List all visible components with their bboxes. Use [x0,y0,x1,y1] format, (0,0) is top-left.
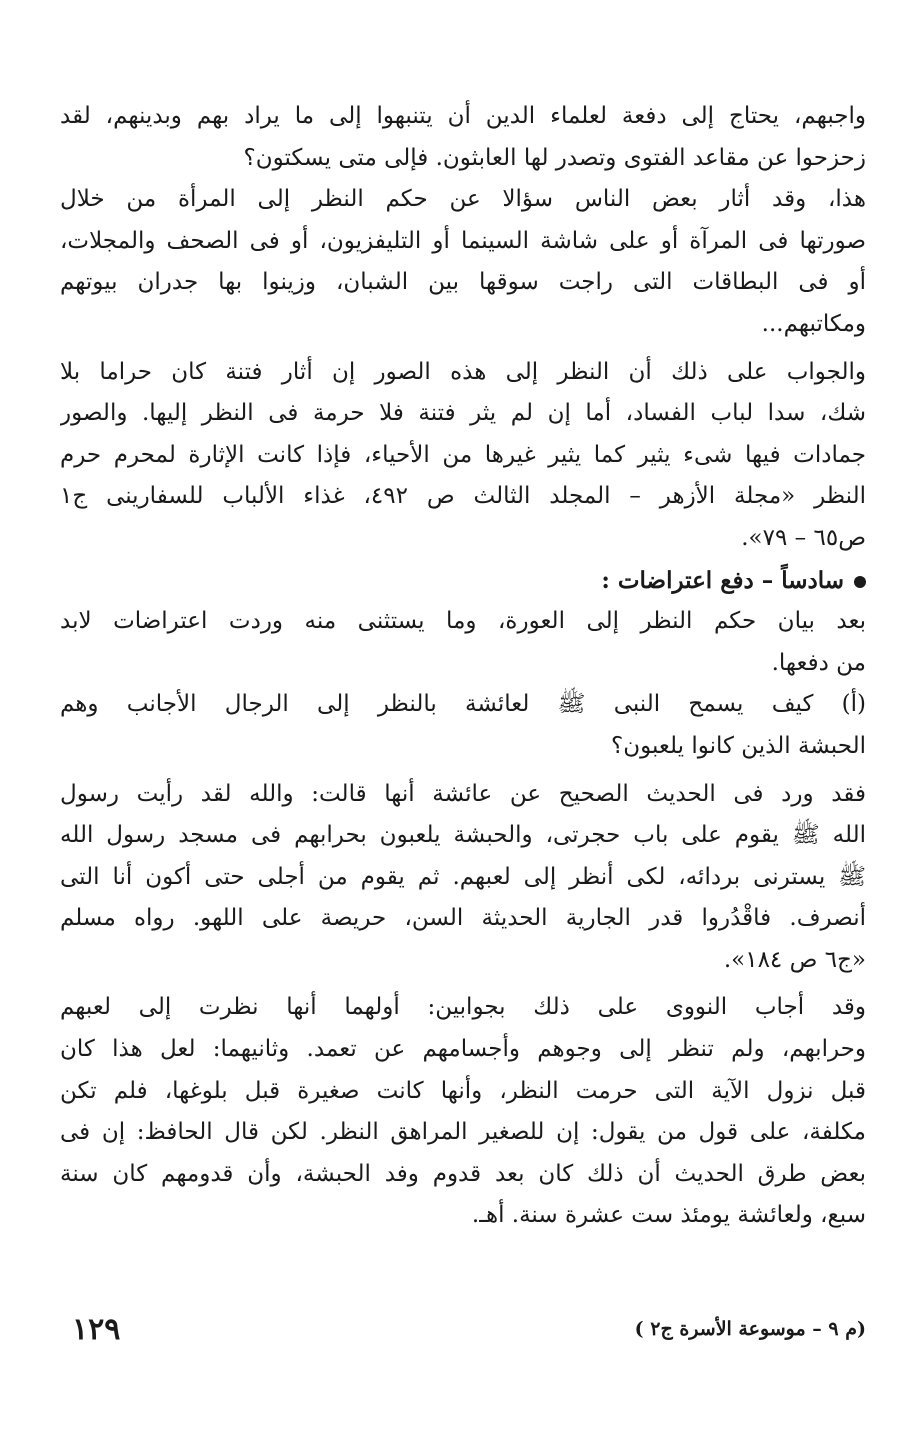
page-body [60,96,866,1237]
text-line: هذا، وقد أثار بعض الناس سؤالا عن حكم النظر إلى المرأة من خلال [60,186,866,213]
text-line: الحبشة الذين كانوا يلعبون؟ [610,732,866,759]
paragraph [60,774,866,982]
text-line: ومكاتبهم... [761,310,866,337]
text-line: قبل نزول الآية التى حرمت النظر، وأنها كانت صغيرة قبل بلوغها، فلم تكن [60,1077,866,1104]
text-line: بعد بيان حكم النظر إلى العورة، وما يستثنى منه وردت اعتراضات لابد [60,608,866,635]
text-line: جمادات فيها شىء يثير كما يثير غيرها من الأحياء، فإذا كانت الإثارة لمحرم حرم [60,441,866,468]
page-number: ١٢٩ [72,1312,121,1347]
text-line: سبع، ولعائشة يومئذ ست عشرة سنة. أهـ. [471,1202,866,1229]
paragraph [60,987,866,1237]
text-line: ص٦٥ – ٧٩». [741,524,866,551]
text-line: (أ) كيف يسمح النبى ﷺ لعائشة بالنظر إلى الرجال الأجانب وهم [60,691,866,718]
section-heading-text: سادساً – دفع اعتراضات : [601,566,844,594]
text-line: مكلفة، على قول من يقول: إن للصغير المراهق النظر. لكن قال الحافظ: إن فى [60,1119,866,1146]
text-line: النظر «مجلة الأزهر – المجلد الثالث ص ٤٩٢، غذاء الألباب للسفارينى ج١ [60,483,866,510]
footer-label: (م ٩ – موسوعة الأسرة ج٢ ) [634,1318,866,1340]
text-line: أو فى البطاقات التى راجت سوقها بين الشبان، وزينوا بها جدران بيوتهم [60,269,866,296]
paragraph [60,352,866,560]
text-line: الله ﷺ يقوم على باب حجرتى، والحبشة يلعبون بحرابهم فى مسجد رسول الله [60,822,866,849]
bullet-icon [854,576,866,588]
text-line: شك، سدا لباب الفساد، أما إن لم يثر فتنة فلا حرمة فى النظر إليها. والصور [60,400,866,427]
text-line: من دفعها. [771,649,866,676]
paragraph [60,601,866,684]
text-line: ﷺ يسترنى بردائه، لكى أنظر إلى لعبهم. ثم يقوم من أجلى حتى أكون أنا التى [60,863,866,890]
page-footer [60,1312,866,1358]
text-line: وحرابهم، ولم تنظر إلى وجوهم وأجسامهم عن تعمد. وثانيهما: لعل هذا كان [60,1036,866,1063]
paragraph [60,96,866,179]
text-line: وقد أجاب النووى على ذلك بجوابين: أولهما أنها نظرت إلى لعبهم [60,994,866,1021]
text-line: فقد ورد فى الحديث الصحيح عن عائشة أنها قالت: والله لقد رأيت رسول [60,780,866,807]
text-line: والجواب على ذلك أن النظر إلى هذه الصور إن أثار فتنة كان حراما بلا [60,358,866,385]
text-line: زحزحوا عن مقاعد الفتوى وتصدر لها العابثون. فإلى متى يسكتون؟ [243,144,866,171]
text-line: بعض طرق الحديث أن ذلك كان بعد قدوم وفد الحبشة، وأن قدومهم كان سنة [60,1160,866,1187]
paragraph [60,684,866,767]
text-line: واجبهم، يحتاج إلى دفعة لعلماء الدين أن يتنبهوا إلى ما يراد بهم وبدينهم، لقد [60,103,866,129]
text-line: «ج٦ ص ١٨٤». [723,946,866,973]
section-heading [60,560,866,602]
paragraph [60,179,866,345]
text-line: أنصرف. فاقْدُروا قدر الجارية الحديثة السن، حريصة على اللهو. رواه مسلم [60,905,866,932]
text-line: صورتها فى المرآة أو على شاشة السينما أو التليفزيون، أو فى الصحف والمجلات، [60,227,866,254]
